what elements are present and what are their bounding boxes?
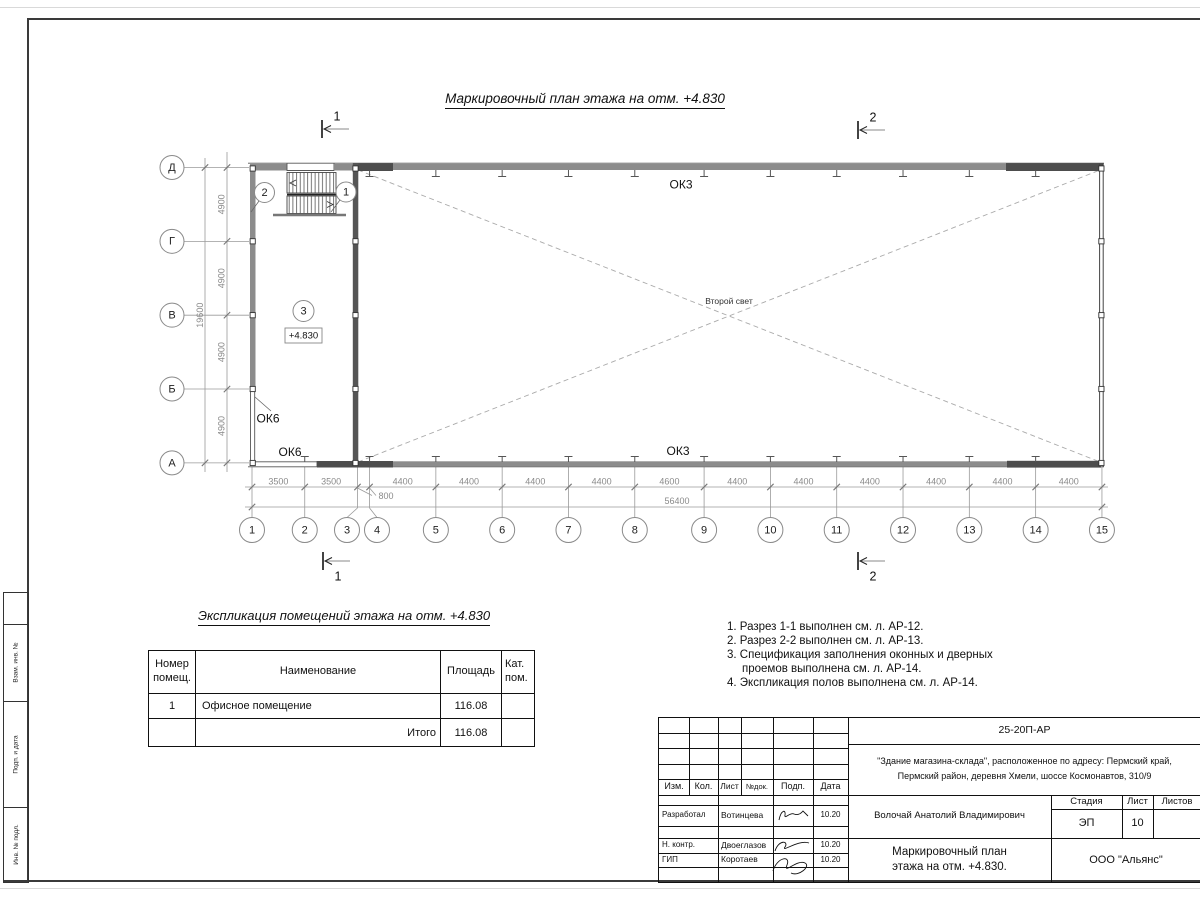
- door-mark-bubble-label: 2: [261, 186, 268, 199]
- tb-date-gip: 10.20: [820, 854, 841, 864]
- axis-bubble-bottom-label: 14: [1029, 524, 1042, 537]
- axis-bubble-bottom-label: 6: [499, 524, 506, 537]
- dim-text-bottom: 4400: [926, 476, 947, 487]
- axis-bubble-left-label: Д: [168, 161, 176, 174]
- column-marker: [250, 239, 255, 244]
- explication-row: [149, 694, 535, 719]
- room-number: 1: [149, 694, 196, 719]
- col-category: Кат. пом.: [502, 651, 535, 694]
- section-mark-label: 2: [869, 569, 877, 584]
- column-marker: [1099, 386, 1104, 391]
- section-mark-label: 2: [869, 110, 877, 125]
- dim-text-bottom: 4600: [659, 476, 680, 487]
- signature-ncontrol-gip: [769, 837, 817, 881]
- stair-flight: [287, 196, 336, 214]
- section-mark-label: 1: [334, 569, 342, 584]
- note-item: 3. Спецификация заполнения оконных и дверных проемов выполнена см. л. АР-14.: [727, 649, 993, 675]
- dim-text-bottom: 3500: [268, 476, 289, 487]
- explication-table: [148, 650, 535, 747]
- column-marker: [1099, 239, 1104, 244]
- axis-bubble-bottom-label: 8: [631, 524, 638, 537]
- axis-bubble-bottom-label: 4: [373, 524, 381, 537]
- tb-col-izm: Изм.: [664, 781, 684, 792]
- window-label-ok6: ОК6: [278, 445, 302, 460]
- dim-text-bottom: 4400: [992, 476, 1013, 487]
- dim-text-bottom: 4400: [859, 476, 880, 487]
- dim-text-bottom: 4400: [793, 476, 814, 487]
- axis-bubble-left-label: Г: [169, 235, 175, 248]
- dim-text-left: 4900: [216, 194, 227, 215]
- explication-heading: Экспликация помещений этажа на отм. +4.830: [168, 608, 520, 623]
- wall-top-dark: [356, 164, 393, 172]
- leader-line: [255, 397, 271, 411]
- level-mark: +4.830: [288, 330, 319, 342]
- column-marker: [353, 386, 358, 391]
- axis-extension-bend: [347, 508, 357, 518]
- notes-list: [727, 620, 1019, 690]
- tb-date-ncontrol: 10.20: [820, 840, 841, 850]
- tb-col-podp: Подп.: [781, 781, 805, 792]
- plan-title: Маркировочный план этажа на отм. +4.830: [415, 91, 755, 106]
- col-area: Площадь: [441, 651, 502, 694]
- tb-stage-label: Стадия: [1070, 795, 1103, 807]
- column-marker: [353, 313, 358, 318]
- tb-date-developer: 10.20: [820, 810, 841, 820]
- tb-name-ncontrol: Двоеглазов: [721, 839, 767, 850]
- column-marker: [1099, 313, 1104, 318]
- column-marker: [353, 460, 358, 465]
- explication-header-row: [149, 651, 535, 694]
- axis-extension-bend: [370, 508, 377, 518]
- door-mark-bubble-label: 1: [342, 186, 350, 199]
- side-stamp-cell: Подп. и дата: [12, 734, 20, 774]
- tb-name-gip: Коротаев: [721, 854, 758, 865]
- room-number-bubble-label: 3: [300, 305, 307, 318]
- dim-text-bottom: 4400: [1058, 476, 1079, 487]
- tb-col-doc: №док.: [746, 782, 768, 792]
- tb-drawing-title: Маркировочный план этажа на отм. +4.830.: [892, 846, 1007, 873]
- window-label-ok3: ОК3: [666, 444, 690, 459]
- note-item: 2. Разрез 2-2 выполнен см. л. АР-13.: [727, 635, 924, 647]
- tb-col-kol: Кол.: [694, 781, 713, 792]
- column-marker: [250, 313, 255, 318]
- dim-text-bottom: 3500: [321, 476, 342, 487]
- column-marker: [353, 166, 358, 171]
- dim-text-bottom: 4400: [525, 476, 546, 487]
- axis-bubble-left-label: В: [168, 309, 176, 322]
- dim-text-bottom: 4400: [458, 476, 480, 487]
- dim-text-left: 4900: [216, 415, 227, 436]
- tb-role-ncontrol: Н. контр.: [662, 840, 696, 850]
- room-area: 116.08: [441, 694, 502, 719]
- tb-role-gip: ГИП: [662, 854, 678, 864]
- tb-name-developer: Вотинцева: [721, 809, 764, 820]
- total-area: 116.08: [441, 719, 502, 747]
- wall-bottom: [393, 461, 1007, 467]
- dim-text-total-left: 19600: [194, 302, 205, 328]
- tb-doc-number: 25-20П-АР: [998, 724, 1051, 737]
- title-block: [658, 717, 1200, 883]
- column-marker: [353, 239, 358, 244]
- column-marker: [250, 166, 255, 171]
- axis-bubble-bottom-label: 2: [301, 524, 308, 537]
- section-mark-label: 1: [333, 109, 341, 124]
- column-marker: [250, 386, 255, 391]
- tb-company: ООО "Альянс": [1089, 853, 1163, 866]
- wall-left: [250, 164, 256, 392]
- axis-bubble-bottom-label: 1: [248, 524, 256, 537]
- wall-bottom-dark: [1007, 461, 1101, 468]
- axis-bubble-bottom-label: 9: [701, 524, 708, 537]
- window-label-ok3: ОК3: [669, 177, 693, 192]
- tb-stage-value: ЭП: [1078, 817, 1095, 830]
- dim-text-left: 4900: [216, 342, 227, 363]
- axis-bubble-bottom-label: 5: [432, 524, 439, 537]
- col-name: Наименование: [196, 651, 441, 694]
- dim-text-bottom: 4400: [727, 476, 748, 487]
- wall-top: [393, 164, 1006, 170]
- side-stamp-cell: Инв. № подл.: [12, 824, 20, 865]
- signature-developer: [775, 807, 812, 825]
- room-name: Офисное помещение: [196, 694, 441, 719]
- tb-sheet-value: 10: [1131, 817, 1144, 830]
- dim-text-bottom: 4400: [591, 476, 612, 487]
- tb-col-list: Лист: [720, 781, 739, 792]
- column-marker: [250, 460, 255, 465]
- axis-bubble-left-label: Б: [168, 383, 176, 396]
- axis-bubble-bottom-label: 11: [831, 524, 843, 537]
- axis-bubble-bottom-label: 7: [565, 524, 572, 537]
- dim-text-total-bottom: 56400: [664, 495, 690, 506]
- tb-sheet-label: Лист: [1127, 795, 1148, 807]
- dim-text-800: 800: [378, 490, 394, 501]
- window-label-ok6: ОК6: [256, 411, 280, 426]
- total-label: Итого: [196, 719, 441, 747]
- side-stamp-cell: Взам. инв. №: [12, 642, 20, 683]
- second-light-label: Второй свет: [705, 295, 753, 306]
- axis-bubble-bottom-label: 3: [343, 524, 351, 537]
- tb-sheets-label: Листов: [1161, 795, 1193, 807]
- explication-total-row: [149, 719, 535, 747]
- tb-role-developer: Разработал: [662, 810, 706, 820]
- note-item: 1. Разрез 1-1 выполнен см. л. АР-12.: [727, 621, 924, 633]
- axis-bubble-left-label: А: [168, 457, 176, 470]
- dim-text-bottom: 4400: [392, 476, 413, 487]
- note-item: 4. Экспликация полов выполнена см. л. АР-14.: [727, 677, 978, 689]
- tb-approver: Волочай Анатолий Владимирович: [874, 810, 1025, 822]
- dim-text-left: 4900: [216, 268, 227, 289]
- tb-object-description: "Здание магазина-склада", расположенное по адресу: Пермский край, Пермский район, деревня Хмели, шоссе Космонавтов, 310/9: [877, 756, 1172, 781]
- axis-bubble-bottom-label: 10: [764, 524, 777, 537]
- column-marker: [1099, 166, 1104, 171]
- wall-top-dark: [1006, 164, 1103, 172]
- axis-bubble-bottom-label: 13: [963, 524, 976, 537]
- column-marker: [1099, 460, 1104, 465]
- tb-col-data: Дата: [820, 781, 841, 792]
- stair-flight: [287, 173, 336, 194]
- col-number: Номер помещ.: [149, 651, 196, 694]
- axis-bubble-bottom-label: 15: [1095, 524, 1109, 537]
- side-stamp: [3, 592, 29, 883]
- axis-bubble-bottom-label: 12: [896, 524, 910, 537]
- room-category: [502, 694, 535, 719]
